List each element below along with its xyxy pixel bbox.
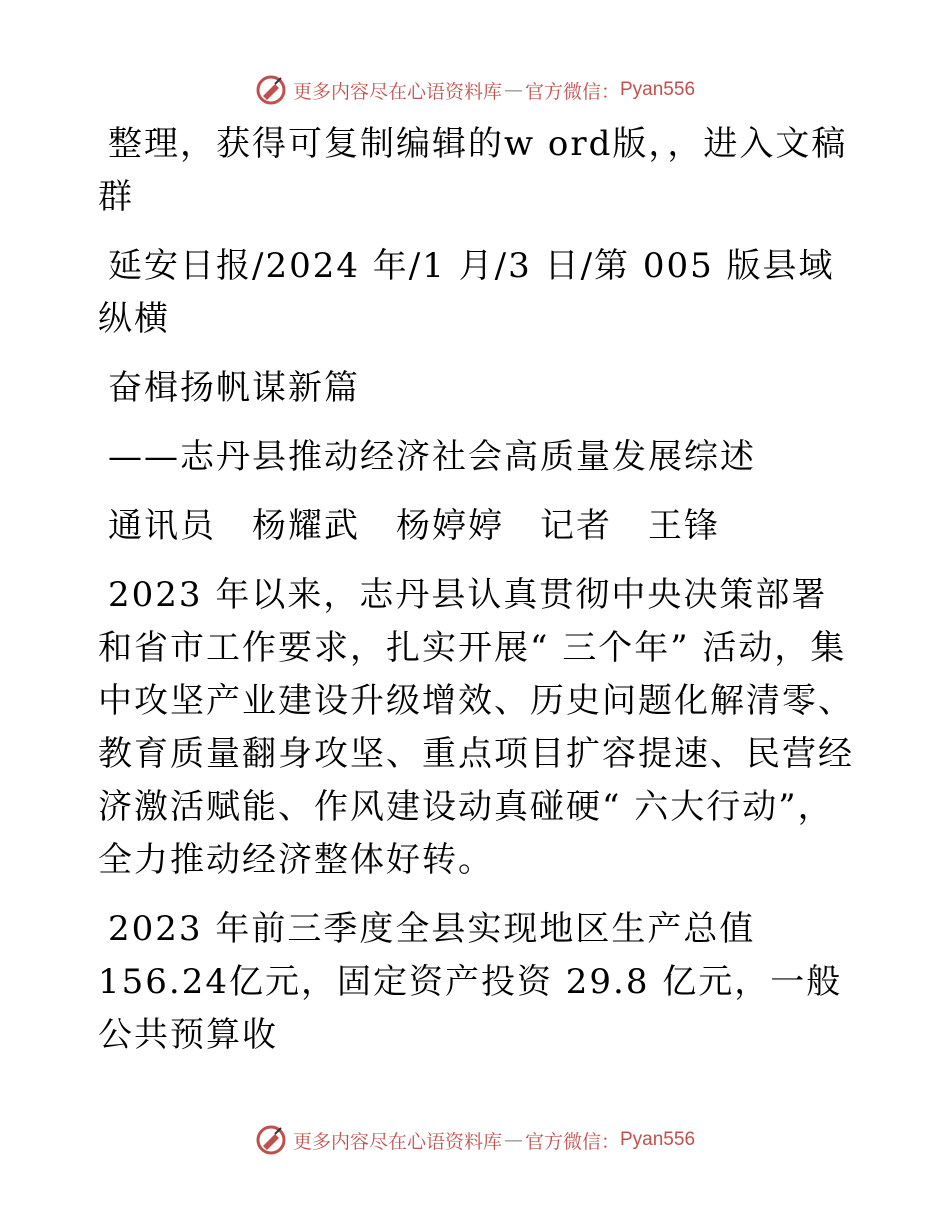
article-title: 奋楫扬帆谋新篇	[108, 368, 360, 408]
paragraph-body-1: 2023 年以来，志丹县认真贯彻中央决策部署和省市工作要求，扎实开展“ 三个年” 活动，集中攻坚产业建设升级增效、历史问题化解清零、教育质量翻身攻坚、重点项目扩容提速、民营经济激活赋能、作风建设动真碰硬“ 六大行动”，全力推动经济整体好转。	[98, 575, 854, 880]
document-body	[98, 118, 858, 1078]
watermark-account: Pyan556	[620, 1129, 696, 1150]
watermark-banner-bottom	[0, 1120, 950, 1160]
watermark-text: 更多内容尽在心语资料库	[292, 1130, 502, 1153]
brand-logo-icon	[255, 74, 287, 106]
watermark-separator: —	[503, 1129, 523, 1151]
brand-logo-icon	[255, 1124, 287, 1156]
article-subtitle: ——志丹县推动经济社会高质量发展综述	[108, 437, 756, 477]
paragraph-body-2: 2023 年前三季度全县实现地区生产总值 156.24亿元，固定资产投资 29.8 亿元，一般公共预算收	[98, 909, 843, 1055]
paragraph-source: 延安日报/2024 年/1 月/3 日/第 005 版县域纵横	[98, 246, 835, 339]
watermark-text: 更多内容尽在心语资料库	[292, 80, 502, 103]
watermark-official: 官方微信：	[524, 1130, 620, 1153]
watermark-account: Pyan556	[620, 79, 696, 100]
article-byline: 通讯员 杨耀武 杨婷婷 记者 王锋	[108, 506, 720, 546]
watermark-separator: —	[503, 79, 523, 101]
paragraph-intro: 整理，获得可复制编辑的w ord版，，进入文稿群	[98, 124, 848, 217]
watermark-banner-top	[0, 70, 950, 110]
watermark-official: 官方微信：	[524, 80, 620, 103]
